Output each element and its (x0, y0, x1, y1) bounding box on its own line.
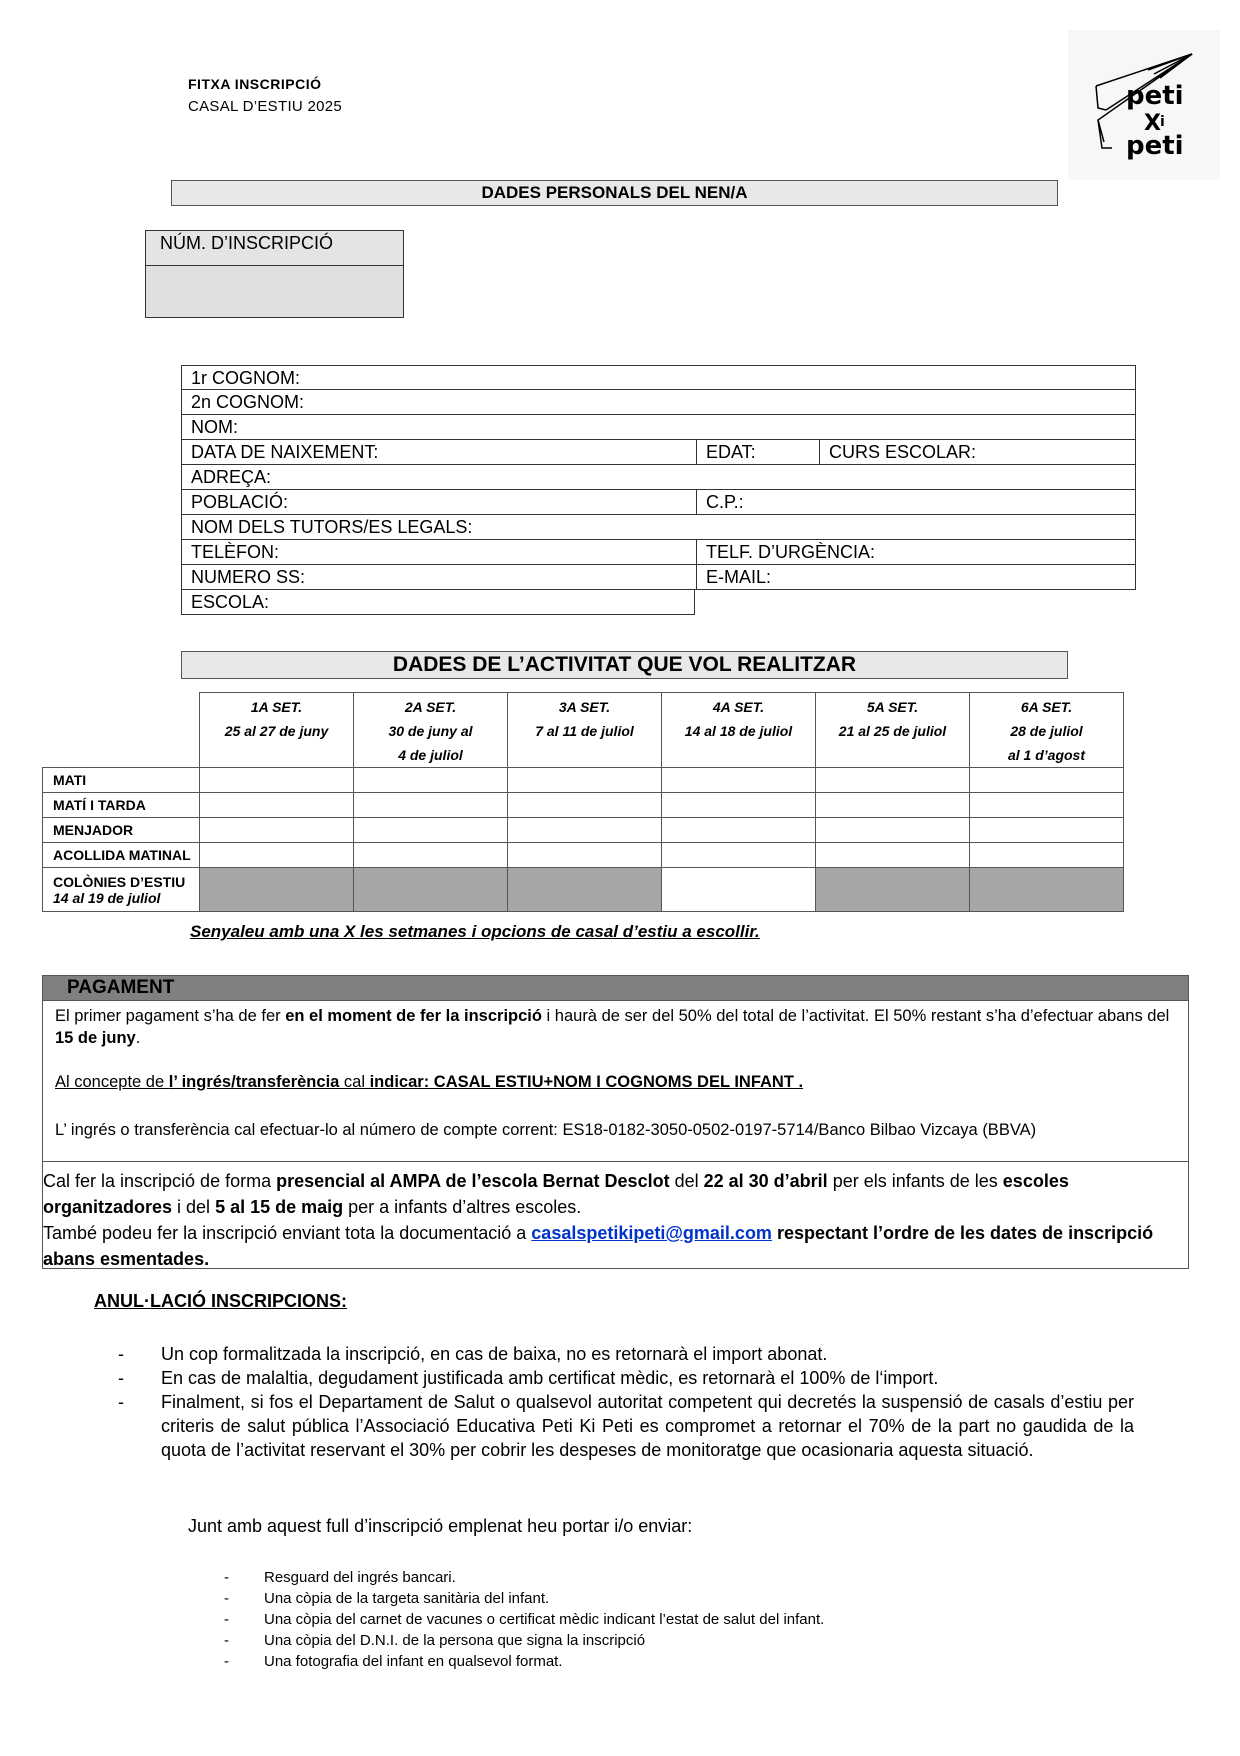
peti-ki-peti-logo-icon (1068, 30, 1220, 180)
address-field[interactable]: ADREÇA: (191, 467, 272, 487)
row-label: MATÍ I TARDA (43, 793, 200, 818)
payment-section (42, 975, 1189, 1269)
registration-number-label: NÚM. D’INSCRIPCIÓ (146, 231, 403, 266)
checkbox-cell[interactable] (662, 793, 816, 818)
checkbox-cell[interactable] (200, 818, 354, 843)
week-header-1: 1A SET. 25 al 27 de juny (200, 693, 354, 768)
row-label: COLÒNIES D’ESTIU 14 al 19 de juliol (43, 868, 200, 912)
disabled-cell (816, 868, 970, 912)
week-header-2: 2A SET. 30 de juny al 4 de juliol (354, 693, 508, 768)
activity-banner: DADES DE L’ACTIVITAT QUE VOL REALITZAR (181, 651, 1068, 679)
checkbox-cell[interactable] (354, 843, 508, 868)
svg-text:X: X (1144, 111, 1161, 136)
grid-corner (43, 693, 200, 768)
row-label: ACOLLIDA MATINAL (43, 843, 200, 868)
checkbox-cell[interactable] (662, 843, 816, 868)
school-year-field[interactable]: CURS ESCOLAR: (819, 440, 1135, 464)
list-item: - En cas de malaltia, degudament justificada amb certificat mèdic, es retornarà el 100% de l‘import. (118, 1368, 939, 1388)
list-item: - Una còpia del carnet de vacunes o certificat mèdic indicant l’estat de salut del infant. (224, 1611, 825, 1628)
checkbox-cell[interactable] (508, 793, 662, 818)
option-row-acollida (43, 843, 1124, 868)
checkbox-cell[interactable] (662, 868, 816, 912)
age-field[interactable]: EDAT: (696, 440, 819, 464)
registration-info: Cal fer la inscripció de forma presencial al AMPA de l’escola Bernat Desclot del 22 al 30 d’abril per els infants de les escoles organitzadores i del 5 al 15 de maig per a infants d’altres escoles. També podeu fer la inscripció enviant tota la documentació a casalspetikipeti@gmail.com respectant l’ordre de les dates de inscripció abans esmentades. (43, 1161, 1188, 1268)
activity-week-grid (42, 692, 1124, 912)
week-header-4: 4A SET. 14 al 18 de juliol (662, 693, 816, 768)
disabled-cell (200, 868, 354, 912)
checkbox-cell[interactable] (970, 843, 1124, 868)
checkbox-cell[interactable] (816, 818, 970, 843)
row-school (181, 590, 695, 615)
registration-number-field[interactable] (146, 266, 403, 317)
school-field[interactable]: ESCOLA: (191, 592, 270, 612)
row-surname2 (181, 390, 1136, 415)
checkbox-cell[interactable] (200, 793, 354, 818)
checkbox-cell[interactable] (816, 768, 970, 793)
row-surname1 (181, 365, 1136, 390)
checkbox-cell[interactable] (970, 768, 1124, 793)
checkbox-cell[interactable] (970, 818, 1124, 843)
checkbox-cell[interactable] (970, 793, 1124, 818)
option-row-mati (43, 768, 1124, 793)
documents-list (224, 1567, 824, 1672)
row-name (181, 415, 1136, 440)
row-label: MENJADOR (43, 818, 200, 843)
document-subtitle: CASAL D’ESTIU 2025 (188, 98, 343, 115)
payment-paragraph-2: Al concepte de l’ ingrés/transferència cal indicar: CASAL ESTIU+NOM I COGNOMS DEL INFANT . (55, 1073, 804, 1091)
document-title: FITXA INSCRIPCIÓ (188, 76, 322, 92)
svg-text:i: i (1160, 114, 1165, 130)
row-label: MATI (43, 768, 200, 793)
checkbox-cell[interactable] (662, 768, 816, 793)
option-row-mati-i-tarda (43, 793, 1124, 818)
option-row-menjador (43, 818, 1124, 843)
bank-account: ES18-0182-3050-0502-0197-5714/Banco Bilbao Vizcaya (BBVA) (562, 1121, 1037, 1139)
payment-paragraph-1: El primer pagament s’ha de fer en el moment de fer la inscripció i haurà de ser del 50% del total de l’activitat. El 50% restant s’ha d’efectuar abans del 15 de juny. (55, 1007, 1170, 1047)
name-field[interactable]: NOM: (191, 417, 238, 437)
checkbox-cell[interactable] (508, 768, 662, 793)
row-ss (181, 565, 1136, 590)
cancellation-list (118, 1342, 1134, 1462)
checkbox-cell[interactable] (200, 843, 354, 868)
week-header-3: 3A SET. 7 al 11 de juliol (508, 693, 662, 768)
list-item: - Resguard del ingrés bancari. (224, 1569, 456, 1586)
disabled-cell (354, 868, 508, 912)
selection-instruction: Senyaleu amb una X les setmanes i opcions de casal d’estiu a escollir. (190, 922, 760, 941)
birth-date-field[interactable]: DATA DE NAIXEMENT: (191, 442, 379, 462)
surname1-field[interactable]: 1r COGNOM: (191, 368, 301, 388)
week-header-5: 5A SET. 21 al 25 de juliol (816, 693, 970, 768)
ss-number-field[interactable]: NUMERO SS: (191, 567, 306, 587)
cancellation-heading: ANUL·LACIÓ INSCRIPCIONS: (94, 1291, 347, 1311)
phone-field[interactable]: TELÈFON: (191, 542, 280, 562)
list-item: - Una còpia de la targeta sanitària del infant. (224, 1590, 550, 1607)
checkbox-cell[interactable] (816, 843, 970, 868)
checkbox-cell[interactable] (816, 793, 970, 818)
disabled-cell (508, 868, 662, 912)
documents-intro: Junt amb aquest full d’inscripció emplenat heu portar i/o enviar: (188, 1516, 693, 1536)
checkbox-cell[interactable] (200, 768, 354, 793)
email-field[interactable]: E-MAIL: (696, 565, 1135, 589)
guardians-field[interactable]: NOM DELS TUTORS/ES LEGALS: (191, 517, 473, 537)
email-link[interactable]: casalspetikipeti@gmail.com (531, 1223, 772, 1243)
emergency-phone-field[interactable]: TELF. D’URGÈNCIA: (696, 540, 1135, 564)
list-item: - Finalment, si fos el Departament de Salut o qualsevol autoritat competent qui decretés la suspensió de casals d’estiu per criteris de salut pública l’Associació Educativa Peti Ki Peti es compromet a retornar el 70% de la part no gaudida de la quota de l’activitat reservant el 30% per cobrir les despeses de monitoratge que ocasionaria aquesta situació. (118, 1392, 1134, 1460)
postal-code-field[interactable]: C.P.: (696, 490, 1135, 514)
checkbox-cell[interactable] (662, 818, 816, 843)
list-item: - Una còpia del D.N.I. de la persona que signa la inscripció (224, 1632, 646, 1649)
row-birth (181, 440, 1136, 465)
payment-heading: PAGAMENT (43, 976, 1188, 1001)
registration-number-box (145, 230, 404, 318)
disabled-cell (970, 868, 1124, 912)
svg-text:peti: peti (1126, 131, 1184, 161)
list-item: - Un cop formalitzada la inscripció, en cas de baixa, no es retornarà el import abonat. (118, 1344, 828, 1364)
payment-paragraph-3: L’ ingrés o transferència cal efectuar-lo al número de compte corrent: ES18-0182-3050-0502-0197-5714/Banco Bilbao Vizcaya (BBVA) (55, 1121, 1037, 1139)
personal-data-banner: DADES PERSONALS DEL NEN/A (171, 180, 1058, 206)
row-guardians (181, 515, 1136, 540)
surname2-field[interactable]: 2n COGNOM: (191, 392, 305, 412)
town-field[interactable]: POBLACIÓ: (191, 492, 289, 512)
option-row-colonies (43, 868, 1124, 912)
list-item: - Una fotografia del infant en qualsevol format. (224, 1653, 563, 1670)
payment-body (43, 1001, 1188, 1161)
week-header-6: 6A SET. 28 de juliol al 1 d’agost (970, 693, 1124, 768)
checkbox-cell[interactable] (354, 818, 508, 843)
checkbox-cell[interactable] (354, 793, 508, 818)
checkbox-cell[interactable] (354, 768, 508, 793)
svg-text:peti: peti (1126, 81, 1184, 111)
row-town (181, 490, 1136, 515)
week-header-row (43, 693, 1124, 768)
row-address (181, 465, 1136, 490)
personal-data-form (181, 365, 1136, 615)
checkbox-cell[interactable] (508, 818, 662, 843)
checkbox-cell[interactable] (508, 843, 662, 868)
row-phone (181, 540, 1136, 565)
